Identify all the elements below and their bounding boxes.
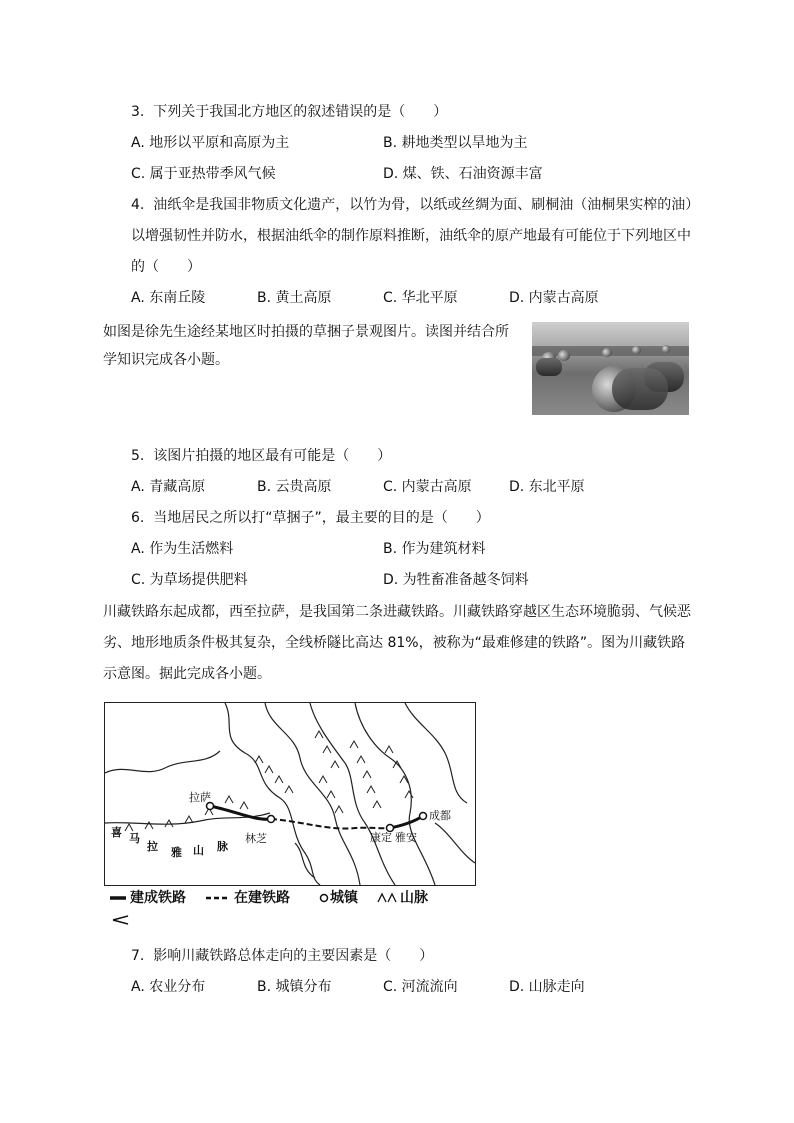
intro56-line1: 如图是徐先生途经某地区时拍摄的草捆子景观图片。读图并结合所 bbox=[103, 324, 509, 340]
label-nyingchi: 林芝 bbox=[245, 832, 267, 845]
q4-stem-line1: 4. 油纸伞是我国非物质文化遗产，以竹为骨，以纸或丝绸为面、刷桐油（油桐果实榨的油） bbox=[131, 197, 700, 213]
intro7-line3: 示意图。据此完成各小题。 bbox=[103, 666, 271, 682]
building-railway-line bbox=[271, 819, 390, 829]
mountain-icon bbox=[378, 894, 396, 902]
q7-option-c: C. 河流流向 bbox=[383, 979, 458, 995]
sichuan-tibet-railway-map bbox=[104, 702, 476, 886]
q3-option-a: A. 地形以平原和高原为主 bbox=[131, 135, 290, 151]
scan-mark-icon bbox=[112, 914, 132, 926]
hay-bale-photo bbox=[532, 322, 689, 415]
legend-town-label: 城镇 bbox=[330, 890, 358, 906]
q6-option-c: C. 为草场提供肥料 bbox=[131, 572, 248, 588]
label-chengdu: 成都 bbox=[429, 809, 451, 822]
q5-stem: 5. 该图片拍摄的地区最有可能是（ ） bbox=[131, 448, 392, 464]
label-yaan: 雅安 bbox=[395, 831, 417, 844]
q6-option-b: B. 作为建筑材料 bbox=[383, 541, 486, 557]
legend-built-label: 建成铁路 bbox=[130, 890, 186, 906]
q7-option-b: B. 城镇分布 bbox=[257, 979, 332, 995]
label-lhasa: 拉萨 bbox=[189, 791, 211, 804]
q3-option-d: D. 煤、铁、石油资源丰富 bbox=[383, 166, 543, 182]
label-himalaya-3: 拉 bbox=[147, 840, 158, 853]
q4-option-c: C. 华北平原 bbox=[383, 290, 458, 306]
q7-stem: 7. 影响川藏铁路总体走向的主要因素是（ ） bbox=[131, 948, 434, 964]
q4-option-d: D. 内蒙古高原 bbox=[509, 290, 599, 306]
legend-town-symbol bbox=[321, 895, 328, 902]
map-boundary-line bbox=[435, 823, 475, 863]
label-kangding: 康定 bbox=[370, 831, 392, 844]
map-boundary-line bbox=[225, 703, 320, 885]
q3-option-c: C. 属于亚热带季风气候 bbox=[131, 166, 276, 182]
label-himalaya-2: 马 bbox=[129, 832, 140, 845]
q6-option-d: D. 为牲畜准备越冬饲料 bbox=[383, 572, 529, 588]
intro7-line2: 劣、地形地质条件极其复杂，全线桥隧比高达 81%，被称为“最难修建的铁路”。图为川藏铁路 bbox=[103, 635, 686, 651]
q5-option-b: B. 云贵高原 bbox=[257, 479, 332, 495]
map-river-line bbox=[355, 703, 435, 885]
legend-mountain-label: 山脉 bbox=[400, 890, 428, 906]
q7-option-d: D. 山脉走向 bbox=[509, 979, 585, 995]
q3-option-b: B. 耕地类型以旱地为主 bbox=[383, 135, 528, 151]
map-boundary-line bbox=[105, 751, 220, 773]
legend-building-label: 在建铁路 bbox=[234, 890, 290, 906]
intro7-line1: 川藏铁路东起成都，西至拉萨，是我国第二条进藏铁路。川藏铁路穿越区生态环境脆弱、气候恶 bbox=[103, 604, 691, 620]
intro56-line2: 学知识完成各小题。 bbox=[103, 352, 229, 368]
q7-option-a: A. 农业分布 bbox=[131, 979, 206, 995]
label-himalaya-4: 雅 bbox=[171, 846, 182, 859]
q4-stem-line2: 以增强韧性并防水，根据油纸伞的制作原料推断，油纸伞的原产地最有可能位于下列地区中 bbox=[131, 228, 691, 244]
town-nyingchi bbox=[268, 816, 275, 823]
q5-option-d: D. 东北平原 bbox=[509, 479, 585, 495]
built-railway-line bbox=[390, 816, 423, 828]
town-chengdu bbox=[420, 813, 427, 820]
q4-stem-line3: 的（ ） bbox=[131, 259, 201, 275]
label-himalaya-1: 喜 bbox=[111, 826, 122, 839]
q4-option-b: B. 黄土高原 bbox=[257, 290, 332, 306]
q4-option-a: A. 东南丘陵 bbox=[131, 290, 206, 306]
map-drawing bbox=[105, 703, 475, 885]
map-river-line bbox=[295, 843, 315, 878]
q6-stem: 6. 当地居民之所以打“草捆子”，最主要的目的是（ ） bbox=[131, 510, 490, 526]
map-river-line bbox=[265, 703, 360, 885]
q5-option-a: A. 青藏高原 bbox=[131, 479, 206, 495]
q6-option-a: A. 作为生活燃料 bbox=[131, 541, 234, 557]
q5-option-c: C. 内蒙古高原 bbox=[383, 479, 472, 495]
label-himalaya-6: 脉 bbox=[217, 840, 228, 853]
label-himalaya-5: 山 bbox=[193, 844, 204, 857]
q3-stem: 3. 下列关于我国北方地区的叙述错误的是（ ） bbox=[131, 104, 448, 120]
map-boundary-line bbox=[405, 703, 467, 803]
